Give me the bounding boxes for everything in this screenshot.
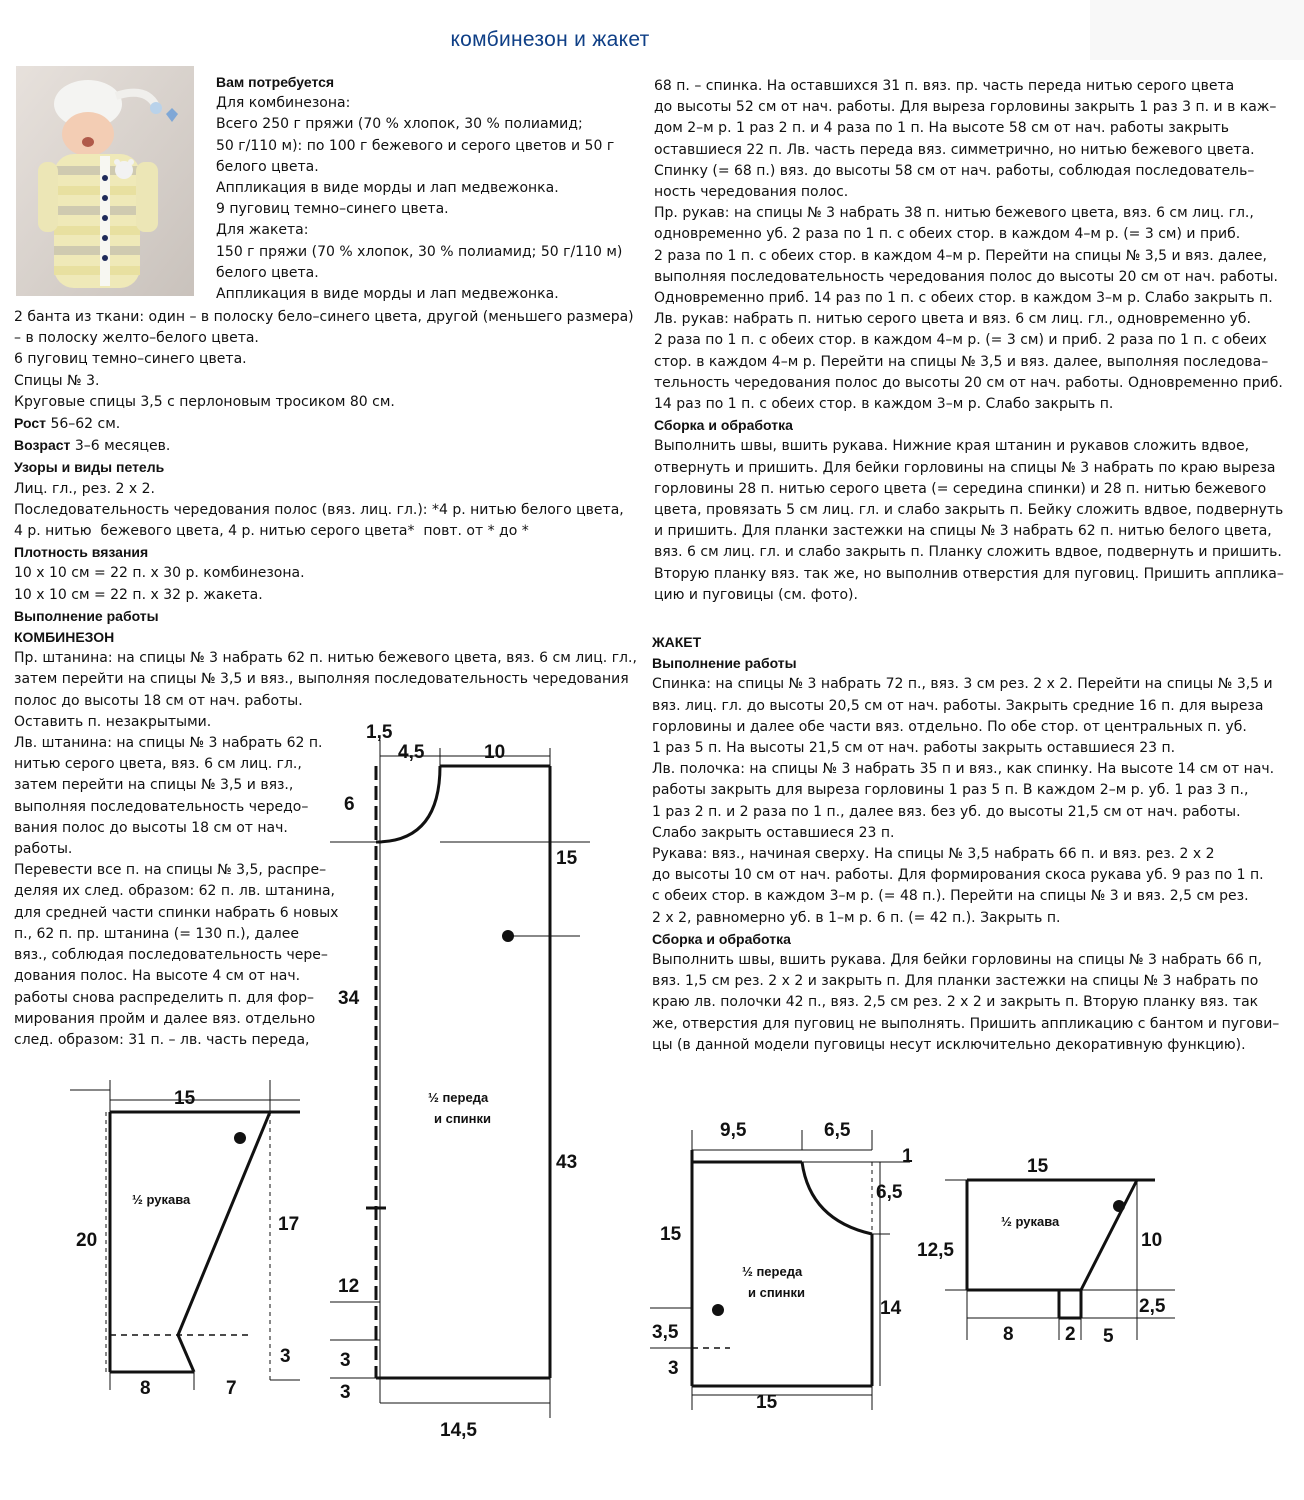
dim-f: 3,5 bbox=[652, 1322, 679, 1343]
text-line: работы закрыть для выреза горловины 1 раз 5 п. В каждом 2–м р. уб. 1 раз 3 п., bbox=[652, 782, 1249, 799]
line-lead: Рост bbox=[14, 415, 46, 432]
page-title: комбинезон и жакет bbox=[450, 28, 650, 51]
marker-dot bbox=[712, 1304, 724, 1316]
text-line: горловины 28 п. нитью серого цвета (= середина спинки) и 28 п. нитью бежевого bbox=[654, 480, 1267, 497]
text-line: цы (в данной модели пуговицы несут исключительно декоративную функцию). bbox=[652, 1036, 1246, 1053]
dim-b1: 8 bbox=[1003, 1324, 1014, 1345]
text-line: 2 раза по 1 п. с обеих стор. в каждом 4–м р. Перейти на спицы № 3,5 и вяз. далее, bbox=[654, 247, 1267, 264]
text-line: до высоты 52 см от нач. работы. Для выреза горловины закрыть 1 раз 3 п. и в каж– bbox=[654, 99, 1277, 116]
text-line: оставшиеся 22 п. Лв. часть переда вяз. симметрично, но нитью бежевого цвета. bbox=[654, 141, 1255, 158]
line-text: 3–6 месяцев. bbox=[70, 438, 171, 455]
text-line: работы снова распределить п. для фор– bbox=[14, 989, 315, 1006]
text-line: Лв. рукав: набрать п. нитью серого цвета и вяз. 6 см лиц. гл., одновременно уб. bbox=[654, 311, 1251, 328]
text-line: белого цвета. bbox=[216, 264, 319, 281]
text-line: Для жакета: bbox=[216, 222, 309, 239]
section-heading: Узоры и виды петель bbox=[14, 459, 165, 476]
section-heading: КОМБИНЕЗОН bbox=[14, 629, 115, 646]
text-line: 14 раз по 1 п. с обеих стор. в каждом 3–м р. Слабо закрыть п. bbox=[654, 396, 1114, 413]
dim-h: 14 bbox=[880, 1298, 902, 1319]
section-heading: Выполнение работы bbox=[652, 655, 797, 672]
dim-i: 15 bbox=[756, 1392, 778, 1413]
text-line: Слабо закрыть оставшиеся 23 п. bbox=[652, 824, 895, 841]
pattern-sleeve-jacket bbox=[915, 1150, 1185, 1360]
section-heading: ЖАКЕТ bbox=[652, 634, 702, 650]
pattern-body-jacket bbox=[650, 1110, 913, 1420]
text-line: 10 х 10 см = 22 п. х 32 р. жакета. bbox=[14, 586, 263, 603]
dim-bottom-left: 8 bbox=[140, 1378, 151, 1399]
body-label-line1: ½ переда bbox=[428, 1090, 489, 1105]
materials-block bbox=[216, 72, 636, 305]
dim-d: 6,5 bbox=[876, 1182, 903, 1203]
dim-b2: 2 bbox=[1065, 1324, 1076, 1345]
text-line: Спинку (= 68 п.) вяз. до высоты 58 см от нач. работы, соблюдая последователь– bbox=[654, 162, 1255, 179]
dim-a: 1,5 bbox=[366, 722, 393, 743]
text-line: 4 р. нитью бежевого цвета, 4 р. нитью серого цвета* повт. от * до * bbox=[14, 523, 529, 540]
text-line: 68 п. – спинка. На оставшихся 31 п. вяз. пр. часть переда нитью серого цвета bbox=[654, 78, 1235, 94]
text-line: горловины и далее обе части вяз. отдельно. По обе стор. от центральных п. уб. bbox=[652, 718, 1247, 735]
text-line: Последовательность чередования полос (вяз. лиц. гл.): *4 р. нитью белого цвета, bbox=[14, 501, 624, 518]
dim-slant: 17 bbox=[278, 1214, 300, 1235]
jacket-sleeve-label: ½ рукава bbox=[1001, 1214, 1060, 1229]
jacket-body-label-line2: и спинки bbox=[748, 1285, 806, 1300]
text-line: Всего 250 г пряжи (70 % хлопок, 30 % полиамид; bbox=[216, 116, 583, 133]
text-line: с обеих стор. в каждом 3–м р. (= 48 п.). Перейти на спицы № 3 и вяз. 2,5 см рез. bbox=[652, 888, 1249, 905]
dim-height: 12,5 bbox=[917, 1240, 954, 1261]
text-line: след. образом: 31 п. – лв. часть переда, bbox=[14, 1031, 310, 1048]
text-line: 50 г/110 м): по 100 г бежевого и серого цветов и 50 г bbox=[216, 137, 615, 154]
text-line: 9 пуговиц темно–синего цвета. bbox=[216, 201, 449, 218]
text-line: вяз. 6 см лиц. гл. и слабо закрыть п. Планку сложить вдвое, подвернуть и пришить. bbox=[654, 544, 1282, 561]
text-line: выполняя последовательность чередо– bbox=[14, 798, 309, 815]
text-line: затем перейти на спицы № 3,5 и вяз., bbox=[14, 777, 294, 794]
text-line: до высоты 10 см от нач. работы. Для формирования скоса рукава уб. 9 раз по 1 п. bbox=[652, 867, 1264, 884]
line-lead: Возраст bbox=[14, 437, 71, 454]
text-line: Вторую планку вяз. так же, но выполнив отверстия для пуговиц. Пришить апплика– bbox=[654, 565, 1284, 582]
text-line: дом 2–м р. 1 раз 2 п. и 4 раза по 1 п. На высоте 58 см от нач. работы закрыть bbox=[654, 120, 1230, 137]
text-line: выполняя последовательность чередования полос до высоты 20 см от нач. работы. bbox=[654, 268, 1278, 285]
dim-e: 15 bbox=[556, 848, 578, 869]
dim-h: 12 bbox=[338, 1276, 360, 1297]
dim-bottom-right: 7 bbox=[226, 1378, 237, 1399]
materials-heading: Вам потребуется bbox=[216, 74, 335, 90]
text-line: Аппликация в виде морды и лап медвежонка. bbox=[216, 286, 559, 303]
pattern-body-overall bbox=[330, 718, 590, 1448]
text-line: отвернуть и пришить. Для бейки горловины на спицы № 3 набрать по краю выреза bbox=[654, 459, 1276, 476]
dim-g: 43 bbox=[556, 1152, 578, 1173]
dim-c: 1 bbox=[902, 1146, 913, 1167]
section-heading: Сборка и обработка bbox=[654, 417, 793, 434]
text-line: вяз. лиц. гл. до высоты 20,5 см от нач. работы. Закрыть средние 16 п. для выреза bbox=[652, 697, 1264, 714]
text-line: 2 банта из ткани: один – в полоску бело–синего цвета, другой (меньшего размера) bbox=[14, 309, 634, 325]
text-line: деляя их след. образом: 62 п. лв. штанина, bbox=[14, 883, 336, 900]
text-line: Лиц. гл., рез. 2 х 2. bbox=[14, 480, 156, 497]
sleeve-label: ½ рукава bbox=[132, 1192, 191, 1207]
text-line: Аппликация в виде морды и лап медвежонка. bbox=[216, 180, 559, 197]
text-line: стор. в каждом 4–м р. Перейти на спицы № 3,5 и вяз. далее, выполняя последова– bbox=[654, 353, 1269, 370]
text-line: 2 х 2, равномерно уб. в 1–м р. 6 п. (= 42 п.). Закрыть п. bbox=[652, 909, 1061, 926]
dim-g: 3 bbox=[668, 1358, 679, 1379]
text-line: Спицы № 3. bbox=[14, 372, 100, 389]
dim-k: 14,5 bbox=[440, 1420, 477, 1441]
text-line: дования полос. На высоте 4 см от нач. bbox=[14, 968, 301, 985]
text-line: одновременно уб. 2 раза по 1 п. с обеих стор. в каждом 4–м р. (= 3 см) и приб. bbox=[654, 226, 1241, 243]
jacket-column bbox=[652, 632, 1280, 1056]
text-line: 2 раза по 1 п. с обеих стор. в каждом 4–м р. (= 3 см) и приб. 2 раза по 1 п. с обеих bbox=[654, 332, 1267, 349]
text-line bbox=[14, 413, 634, 435]
text-line: Перевести все п. на спицы № 3,5, распре– bbox=[14, 862, 327, 879]
text-line: Пр. штанина: на спицы № 3 набрать 62 п. нитью бежевого цвета, вяз. 6 см лиц. гл., bbox=[14, 650, 637, 667]
text-line: Одновременно приб. 14 раз по 1 п. с обеих стор. в каждом 3–м р. Слабо закрыть п. bbox=[654, 290, 1273, 307]
dim-j: 3 bbox=[340, 1382, 351, 1403]
text-line: же, отверстия для пуговиц не выполнять. Пришить аппликацию с бантом и пугови– bbox=[652, 1015, 1280, 1032]
text-line: Пр. рукав: на спицы № 3 набрать 38 п. нитью бежевого цвета, вяз. 6 см лиц. гл., bbox=[654, 205, 1254, 222]
text-line: Лв. полочка: на спицы № 3 набрать 35 п и вяз., как спинку. На высоте 14 см от нач. bbox=[652, 761, 1275, 778]
dim-e: 15 bbox=[660, 1224, 682, 1245]
text-line bbox=[14, 435, 634, 457]
text-line: и пришить. Для планки застежки на спицы № 3 набрать 62 п. нитью белого цвета, bbox=[654, 523, 1272, 540]
text-line: 150 г пряжи (70 % хлопок, 30 % полиамид; 50 г/110 м) bbox=[216, 243, 623, 260]
text-line: тельность чередования полос до высоты 20 см от нач. работы. Одновременно приб. bbox=[654, 374, 1283, 391]
text-line: 6 пуговиц темно–синего цвета. bbox=[14, 351, 247, 368]
dim-d: 6 bbox=[344, 794, 355, 815]
text-line: Спинка: на спицы № 3 набрать 72 п., вяз. 3 см рез. 2 х 2. Перейти на спицы № 3,5 и bbox=[652, 676, 1273, 693]
dim-top: 15 bbox=[174, 1088, 196, 1109]
text-line: вания полос до высоты 18 см от нач. bbox=[14, 819, 288, 836]
bleed-through bbox=[1090, 0, 1304, 60]
dim-i: 3 bbox=[340, 1350, 351, 1371]
text-line: вяз. 1,5 см рез. 2 х 2 и закрыть п. Для планки застежки на спицы № 3 набрать по bbox=[652, 973, 1259, 990]
text-line: вяз., соблюдая последовательность чере– bbox=[14, 947, 328, 964]
text-line: Для комбинезона: bbox=[216, 95, 351, 112]
section-heading: Сборка и обработка bbox=[652, 930, 791, 947]
text-line: цию и пуговицы (см. фото). bbox=[654, 586, 858, 603]
text-line: цвета, провязать 5 см лиц. гл. и слабо закрыть п. Бейку сложить вдвое, подвернуть bbox=[654, 502, 1284, 519]
dim-b: 6,5 bbox=[824, 1120, 851, 1141]
dim-c: 10 bbox=[484, 742, 506, 763]
dim-top: 15 bbox=[1027, 1156, 1049, 1177]
baby-illustration bbox=[16, 66, 194, 296]
text-line: нитью серого цвета, вяз. 6 см лиц. гл., bbox=[14, 756, 302, 773]
text-line: ность чередования полос. bbox=[654, 184, 849, 201]
text-line: Круговые спицы 3,5 с перлоновым тросиком 80 см. bbox=[14, 393, 395, 410]
text-line: для средней части спинки набрать 6 новых bbox=[14, 904, 339, 921]
text-line: полос до высоты 18 см от нач. работы. bbox=[14, 692, 303, 709]
text-line: белого цвета. bbox=[216, 158, 319, 175]
baby-photo bbox=[16, 66, 194, 296]
jacket-body-label-line1: ½ переда bbox=[742, 1264, 803, 1279]
materials-lines bbox=[216, 93, 636, 305]
dim-cuff: 2,5 bbox=[1139, 1296, 1166, 1317]
dim-b: 4,5 bbox=[398, 742, 425, 763]
marker-dot bbox=[234, 1132, 246, 1144]
text-line: работы. bbox=[14, 841, 73, 858]
text-line: п., 62 п. пр. штанина (= 130 п.), далее bbox=[14, 925, 299, 942]
text-line: 10 х 10 см = 22 п. х 30 р. комбинезона. bbox=[14, 565, 305, 582]
text-line: Лв. штанина: на спицы № 3 набрать 62 п. bbox=[14, 735, 323, 752]
pattern-sleeve-overall bbox=[70, 1080, 320, 1400]
text-line: 1 раз 2 п. и 2 раза по 1 п., далее вяз. без уб. до высоты 21,5 см от нач. работы. bbox=[652, 803, 1241, 820]
text-line: 1 раз 5 п. На высоты 21,5 см от нач. работы закрыть оставшиеся 23 п. bbox=[652, 740, 1176, 757]
text-line: – в полоску желто–белого цвета. bbox=[14, 330, 259, 347]
marker-dot bbox=[1113, 1200, 1125, 1212]
dim-a: 9,5 bbox=[720, 1120, 747, 1141]
dim-slant: 10 bbox=[1141, 1230, 1163, 1251]
dim-height: 20 bbox=[76, 1230, 98, 1251]
dim-f: 34 bbox=[338, 988, 360, 1009]
section-heading: Плотность вязания bbox=[14, 544, 149, 561]
dim-b3: 5 bbox=[1103, 1326, 1114, 1347]
dim-cuff: 3 bbox=[280, 1346, 291, 1367]
body-label-line2: и спинки bbox=[434, 1111, 492, 1126]
text-line: Выполнить швы, вшить рукава. Для бейки горловины на спицы № 3 набрать 66 п, bbox=[652, 952, 1262, 969]
line-text: 56–62 см. bbox=[46, 416, 121, 433]
text-line: Выполнить швы, вшить рукава. Нижние края штанин и рукавов сложить вдвое, bbox=[654, 438, 1250, 455]
section-heading: Выполнение работы bbox=[14, 607, 159, 624]
text-line: затем перейти на спицы № 3,5 и вяз., выполняя последовательность чередования bbox=[14, 671, 629, 688]
marker-dot bbox=[502, 930, 514, 942]
text-line: Оставить п. незакрытыми. bbox=[14, 713, 212, 730]
text-line: краю лв. полочки 42 п., вяз. 2,5 см рез. 2 х 2 и закрыть п. Вторую планку вяз. так bbox=[652, 994, 1259, 1011]
text-line: Рукава: вяз., начиная сверху. На спицы № 3,5 набрать 66 п. и вяз. рез. 2 х 2 bbox=[652, 846, 1215, 863]
right-column bbox=[654, 76, 1284, 606]
text-line: мирования пройм и далее вяз. отдельно bbox=[14, 1010, 316, 1027]
